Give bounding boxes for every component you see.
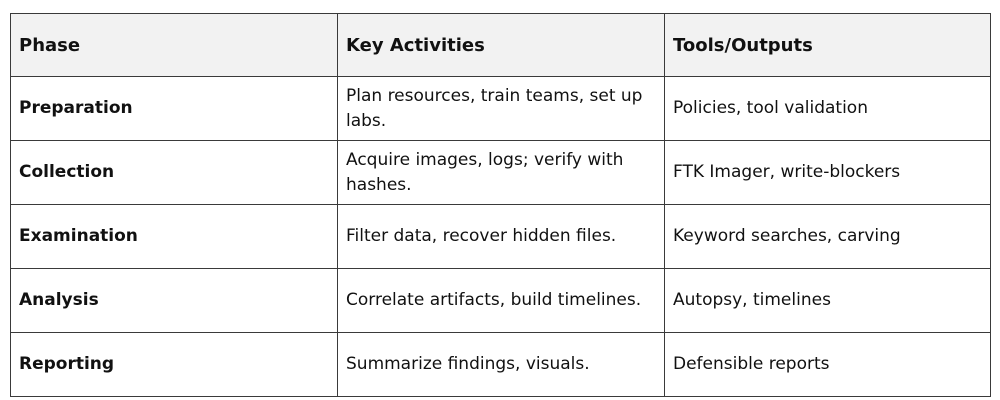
activities-cell: Filter data, recover hidden files. [338,205,665,269]
table-row [11,205,991,269]
activities-cell: Plan resources, train teams, set up labs. [338,77,665,141]
table-header-row [11,14,991,77]
activities-cell: Acquire images, logs; verify with hashes. [338,141,665,205]
outputs-cell: Keyword searches, carving [665,205,991,269]
outputs-cell: Autopsy, timelines [665,269,991,333]
table-row [11,333,991,397]
table-row [11,141,991,205]
phase-cell: Analysis [11,269,338,333]
column-header-phase: Phase [11,14,338,77]
phase-cell: Preparation [11,77,338,141]
phase-cell: Examination [11,205,338,269]
outputs-cell: FTK Imager, write-blockers [665,141,991,205]
phase-cell: Reporting [11,333,338,397]
column-header-tools-outputs: Tools/Outputs [665,14,991,77]
table-row [11,269,991,333]
outputs-cell: Defensible reports [665,333,991,397]
activities-cell: Correlate artifacts, build timelines. [338,269,665,333]
table-row [11,77,991,141]
activities-cell: Summarize findings, visuals. [338,333,665,397]
column-header-key-activities: Key Activities [338,14,665,77]
forensics-phase-table [10,13,991,397]
outputs-cell: Policies, tool validation [665,77,991,141]
phase-cell: Collection [11,141,338,205]
